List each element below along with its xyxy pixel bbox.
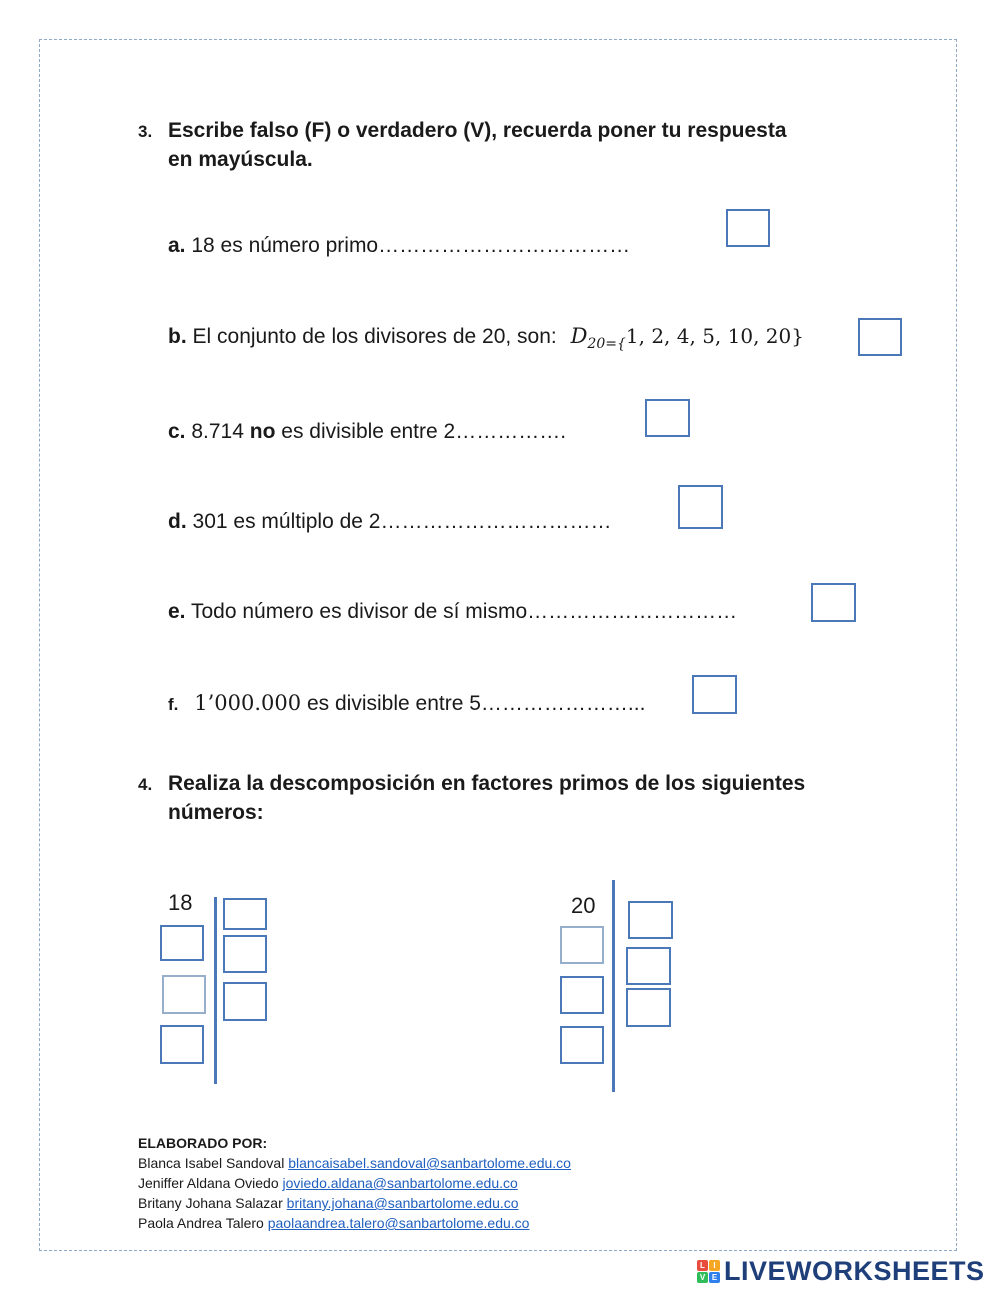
author-email-link[interactable]: britany.johana@sanbartolome.edu.co [286,1195,519,1211]
item-d-text: 301 es múltiplo de 2…………………………… [192,510,612,533]
question-3-line-2: en mayúscula. [168,148,313,171]
factor-box-20-quotient-2[interactable] [560,976,604,1014]
credit-line [138,1153,571,1173]
factor-box-18-divisor-3[interactable] [223,982,267,1021]
credit-line [138,1213,571,1233]
factor-box-18-divisor-1[interactable] [223,898,267,930]
item-b-letter: b. [168,325,187,348]
factor-box-20-divisor-2[interactable] [626,947,671,985]
item-c-bold: no [249,420,276,443]
answer-box-c[interactable] [645,399,690,437]
logo-letter: I [709,1260,720,1271]
item-d [168,510,611,534]
factor-box-18-quotient-1[interactable] [160,925,204,961]
factor-box-20-quotient-1[interactable] [560,926,604,964]
author-name: Blanca Isabel Sandoval [138,1155,285,1171]
author-name: Britany Johana Salazar [138,1195,283,1211]
question-3-number: 3. [138,122,153,141]
question-3-text [168,116,787,174]
author-name: Jeniffer Aldana Oviedo [138,1175,279,1191]
answer-box-e[interactable] [811,583,856,622]
page-border [39,39,957,1251]
item-e [168,600,737,624]
factor-box-18-quotient-2[interactable] [162,975,206,1014]
factor-box-20-divisor-3[interactable] [626,988,671,1027]
item-b-set: 1, 2, 4, 5, 10, 20} [625,324,804,348]
factor-box-20-divisor-1[interactable] [628,901,673,939]
item-b-math-sub: 20={ [587,336,626,353]
item-f-letter: f. [168,695,179,714]
factor-box-18-quotient-3[interactable] [160,1025,204,1064]
factor-box-18-divisor-2[interactable] [223,935,267,973]
item-f [168,691,645,716]
item-a-letter: a. [168,234,186,257]
question-4-line-2: números: [168,801,264,824]
item-a-text: 18 es número primo……………………………… [191,234,631,257]
credits [138,1133,571,1233]
author-email-link[interactable]: joviedo.aldana@sanbartolome.edu.co [282,1175,518,1191]
item-a [168,234,630,258]
item-b-math-d: D [570,324,588,348]
item-c [168,420,566,444]
question-4-number: 4. [138,775,153,794]
credit-line [138,1193,571,1213]
author-email-link[interactable]: blancaisabel.sandoval@sanbartolome.edu.co [288,1155,571,1171]
item-f-text: es divisible entre 5…………………... [306,692,646,715]
logo-letter: E [709,1272,720,1283]
factor-number-18: 18 [168,890,193,915]
item-e-text: Todo número es divisor de sí mismo………………………… [190,600,738,623]
item-c-text: es divisible entre 2……………. [281,420,567,443]
item-f-math: 1’000.000 [194,691,302,715]
item-e-letter: e. [168,600,186,623]
answer-box-d[interactable] [678,485,723,529]
item-b [168,324,804,352]
question-4-text [168,769,805,827]
question-4-line-1: Realiza la descomposición en factores primos de los siguientes [168,772,806,795]
author-email-link[interactable]: paolaandrea.talero@sanbartolome.edu.co [267,1215,530,1231]
factor-divider-18 [214,897,217,1084]
factor-number-20: 20 [571,893,596,918]
question-3-line-1: Escribe falso (F) o verdadero (V), recuerda poner tu respuesta [168,119,787,142]
logo-letter: L [697,1260,708,1271]
logo-letter: V [697,1272,708,1283]
item-d-letter: d. [168,510,187,533]
logo-mark-icon [697,1260,720,1283]
item-c-letter: c. [168,420,186,443]
factor-box-20-quotient-3[interactable] [560,1026,604,1064]
factor-divider-20 [612,880,615,1092]
answer-box-f[interactable] [692,675,737,714]
credit-line [138,1173,571,1193]
author-name: Paola Andrea Talero [138,1215,264,1231]
answer-box-a[interactable] [726,209,770,247]
credits-heading: ELABORADO POR: [138,1135,268,1151]
answer-box-b[interactable] [858,318,902,356]
item-c-pre: 8.714 [191,420,244,443]
liveworksheets-logo[interactable] [697,1257,985,1285]
item-b-text: El conjunto de los divisores de 20, son: [192,325,557,348]
logo-text: LIVEWORKSHEETS [724,1255,985,1286]
